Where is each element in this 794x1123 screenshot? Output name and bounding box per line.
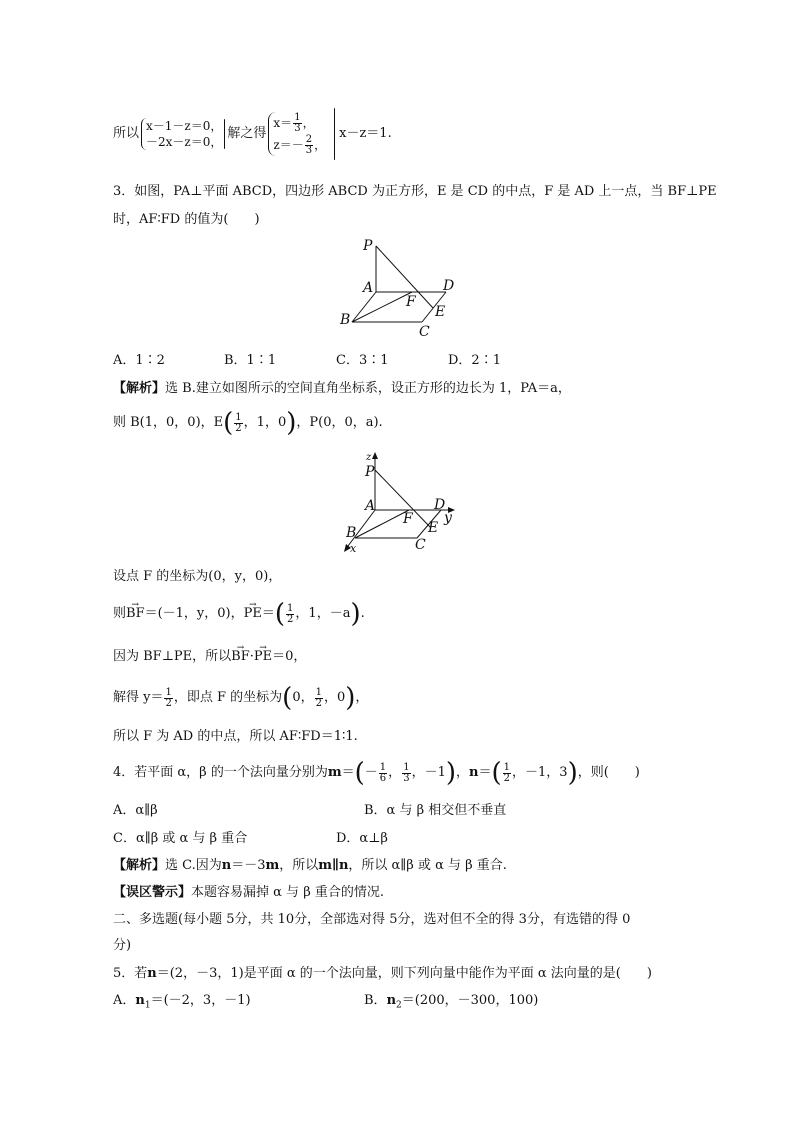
dot-product: · (249, 649, 254, 664)
q4-text-1a: 4．若平面 α，β 的一个法向量分别为 (113, 765, 328, 780)
q4-text-1b: ＝ (341, 765, 355, 780)
sol3-text-4e: . (360, 606, 365, 621)
axis-label-x: x (350, 542, 357, 555)
close-paren-2 (334, 108, 335, 160)
frac-1-2: $\frac{1}{2}$ (235, 411, 242, 434)
label-C2: C (415, 537, 426, 553)
system-solution-line (113, 110, 392, 158)
vector-m-sol1: m (265, 858, 280, 873)
eq-1a: x－1－z＝0， (146, 119, 223, 133)
q5-text-a: 5．若 (113, 966, 148, 981)
vector-bf: → BF (126, 605, 145, 623)
eq-1b: －2x－z＝0， (146, 135, 223, 149)
sol3-text-4a: 则 (113, 606, 127, 621)
warning-text: 本题容易漏掉 α 与 β 重合的情况. (191, 885, 384, 900)
sol3-text-6a: 解得 y＝ (113, 690, 164, 705)
q4-text-1e: ，－1 (411, 765, 446, 780)
sol3-text-1: 选 B.建立如图所示的空间直角坐标系，设正方形的边长为 1，PA＝a， (165, 381, 571, 396)
q4-sol-c: ，所以 (279, 858, 319, 873)
q5-stem (113, 965, 652, 983)
vector-pe: → PE (244, 605, 262, 623)
q5-text-b: ＝(2，－3，1)是平面 α 的一个法向量，则下列向量中能作为平面 α 法向量的是( ) (156, 966, 652, 981)
equation-system-2: x＝ $\frac{1}{3}$ ， z＝－ $\frac{2}{3}$ ， (268, 112, 326, 156)
sol3-line-2: 则 B(1，0，0)，E ( $\frac{1}{2}$ ，1，0 ) ，P(0，0，a). (113, 408, 383, 438)
q4-text-1c: － (364, 765, 378, 780)
q5-opt-b-label: B． (364, 993, 387, 1008)
label-P2: P (365, 464, 375, 480)
result-text: x－z＝1. (339, 126, 392, 141)
q5-option-b[interactable] (364, 992, 538, 1015)
section-2-heading-line-1: 二、多选题(每小题 5分，共 10分，全部选对得 5分，选对但不全的得 3分，有选错的得 0 (113, 912, 631, 927)
vector-n-sol1: n (221, 858, 232, 873)
frac-1-3b: $\frac{1}{3}$ (403, 761, 410, 784)
prefix-text: 所以 (113, 126, 140, 141)
q3-option-b[interactable]: B．1∶1 (224, 353, 277, 368)
sol3-text-4b: ＝(－1，y，0)， (144, 606, 244, 621)
label-D: D (443, 278, 455, 294)
q4-text-1d: ， (388, 765, 402, 780)
q4-sol-a: 选 C.因为 (165, 858, 222, 873)
q5-opt-a-value: ＝(－2，3，－1) (150, 993, 251, 1008)
sol3-text-4d: ，1，－a (295, 606, 351, 621)
analysis-tag: 【解析】 (113, 381, 166, 396)
q5-option-a[interactable] (113, 992, 251, 1015)
q4-text-1i: ，则( ) (577, 765, 640, 780)
x-eq: x＝ (273, 116, 293, 130)
vector-n-q5: n (147, 966, 157, 981)
close-paren (224, 119, 225, 149)
sol3-text-6d: ，0 (323, 690, 346, 705)
figure-1-pyramid (330, 232, 470, 340)
sol3-text-6e: ， (355, 690, 369, 705)
q4-sol-d: ，所以 α∥β 或 α 与 β 重合. (348, 858, 507, 873)
q4-option-d[interactable]: D．α⊥β (336, 831, 388, 846)
sol3-text-5a: 因为 BF⊥PE，所以 (113, 649, 232, 664)
sol3-line-5 (113, 648, 306, 666)
q3-option-d[interactable]: D．2∶1 (448, 353, 501, 368)
label-D2: D (434, 497, 446, 513)
sol3-text-4c: ＝ (261, 606, 275, 621)
vector-n-sol2: n (338, 858, 349, 873)
q3-option-a[interactable]: A．1∶2 (113, 353, 165, 368)
q4-option-a[interactable]: A．α∥β (113, 803, 158, 818)
subscript-1: 1 (144, 1000, 151, 1011)
axis-label-z: z (366, 452, 372, 463)
label-B2: B (346, 525, 357, 541)
q5-opt-b-value: ＝(200，－300，100) (401, 993, 539, 1008)
subscript-2: 2 (396, 1000, 402, 1011)
label-A2: A (365, 498, 376, 514)
section-2-heading-line-2: 分) (113, 938, 132, 953)
sol3-line-3: 设点 F 的坐标为(0，y，0)， (113, 569, 282, 584)
sol3-line-6: 解得 y＝ $\frac{1}{2}$ ，即点 F 的坐标为 ( 0， $\frac{1}{2}$ ，0 ) ， (113, 683, 369, 713)
q4-option-c[interactable]: C．α∥β 或 α 与 β 重合 (113, 831, 248, 846)
q4-solution (113, 857, 507, 875)
vector-m: m (327, 765, 342, 780)
label-B: B (340, 312, 351, 328)
sol3-line-4: 则 → BF ＝(－1，y，0)， → PE ＝ ( $\frac{1}{2}$ ，1，－a ) . (113, 598, 365, 630)
frac-2-3: $\frac{2}{3}$ (305, 134, 313, 156)
sol3-text-2c: ，P(0，0，a). (296, 415, 383, 430)
sol3-line-7: 所以 F 为 AD 的中点，所以 AF∶FD＝1∶1. (113, 729, 358, 744)
frac-1-2d: $\frac{1}{2}$ (315, 686, 322, 709)
frac-1-6: $\frac{1}{6}$ (379, 761, 387, 784)
label-E: E (435, 304, 446, 320)
q4-sol-b: ＝－3 (231, 858, 266, 873)
q3-option-c[interactable]: C．3∶1 (336, 353, 389, 368)
z-eq: z＝－ (273, 138, 304, 152)
q4-warning (113, 884, 384, 902)
vector-bf-2: → BF (231, 648, 250, 666)
analysis-tag-2: 【解析】 (113, 858, 166, 873)
parallel-symbol: ∥ (332, 858, 339, 873)
q4-line-1: 4．若平面 α，β 的一个法向量分别为 m ＝ ( － $\frac{1}{6}$ ， $\frac{1}{3}$ ，－1 ) ， n ＝ ( $\frac{1}{2}$ ，－1，3 ) ，则( ) (113, 758, 640, 788)
sol3-text-2b: ，1，0 (243, 415, 287, 430)
vector-n1: n (135, 993, 145, 1008)
label-P: P (363, 238, 373, 254)
q5-opt-a-label: A． (113, 993, 136, 1008)
vector-m-sol2: m (318, 858, 333, 873)
q3-line-2: 时，AF∶FD 的值为( ) (113, 212, 260, 227)
label-C: C (419, 324, 430, 340)
label-E2: E (428, 520, 439, 536)
sol3-line-1 (113, 380, 571, 398)
label-F2: F (403, 511, 413, 527)
frac-1-2b: $\frac{1}{2}$ (287, 602, 294, 625)
q4-option-b[interactable]: B．α 与 β 相交但不垂直 (364, 803, 507, 818)
equation-system-1 (141, 118, 222, 150)
sol3-text-2a: 则 B(1，0，0)，E (113, 415, 224, 430)
q3-line-1: 3．如图，PA⊥平面 ABCD，四边形 ABCD 为正方形，E 是 CD 的中点，F 是 AD 上一点，当 BF⊥PE (113, 184, 717, 199)
q4-text-1h: ，－1，3 (512, 765, 568, 780)
q4-text-1g: ＝ (478, 765, 492, 780)
solve-text: 解之得 (227, 126, 267, 141)
frac-1-3: $\frac{1}{3}$ (294, 112, 301, 134)
frac-1-2c: $\frac{1}{2}$ (165, 686, 172, 709)
sol3-text-6b: ，即点 F 的坐标为 (173, 690, 283, 705)
sol3-text-6c: 0， (292, 690, 314, 705)
sol3-text-5b: ＝0， (272, 649, 307, 664)
frac-1-2e: $\frac{1}{2}$ (503, 761, 511, 784)
vector-n: n (469, 765, 479, 780)
warning-tag: 【误区警示】 (113, 885, 192, 900)
vector-n2: n (386, 993, 397, 1008)
q4-text-1f: ， (456, 765, 470, 780)
figure-2-coordinate-system (333, 448, 463, 556)
label-F: F (406, 294, 416, 310)
label-A: A (363, 280, 374, 296)
vector-pe-2: → PE (254, 648, 272, 666)
axis-label-y: y (444, 510, 452, 526)
